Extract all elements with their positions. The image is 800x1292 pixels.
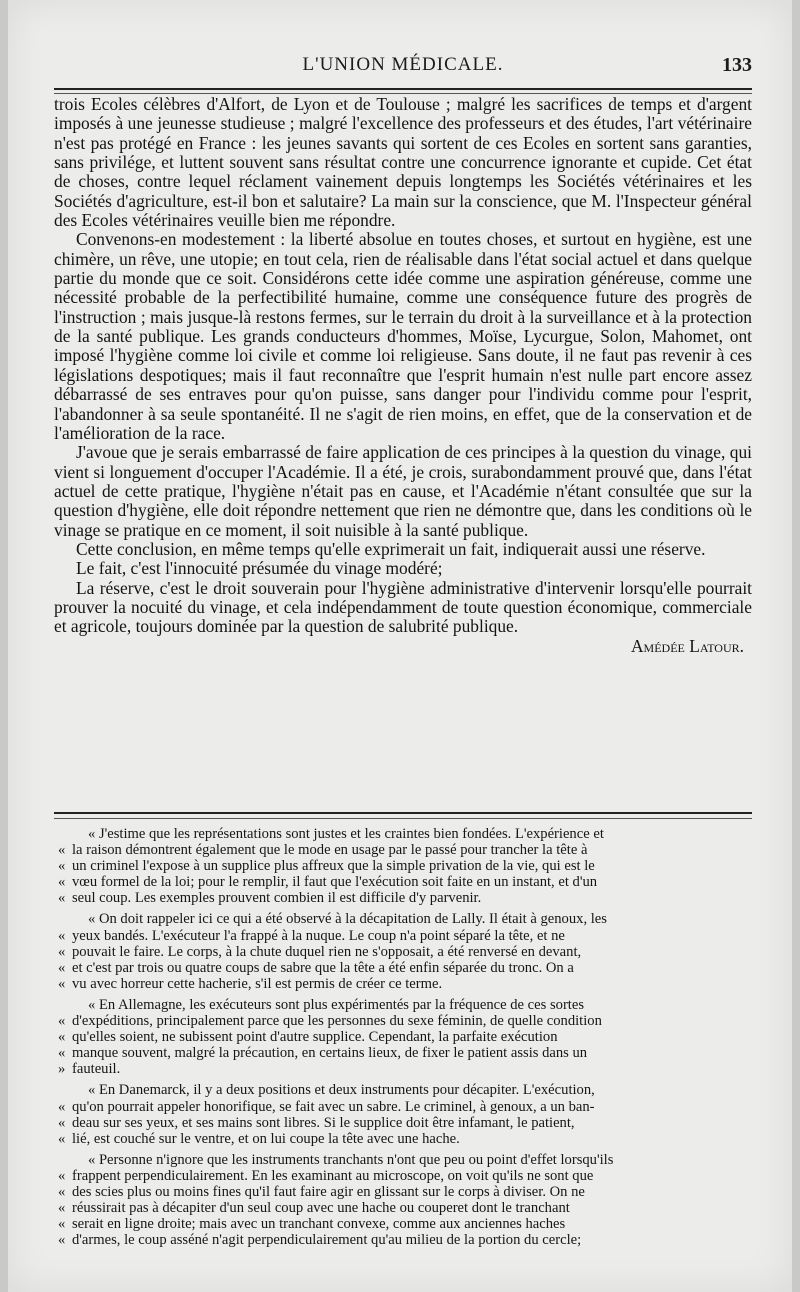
footnote-line: « d'expéditions, principalement parce que les personnes du sexe féminin, de quelle condition <box>58 1013 752 1029</box>
footnote-line: « J'estime que les représentations sont justes et les craintes bien fondées. L'expérience et <box>88 826 604 842</box>
paragraph: Cette conclusion, en même temps qu'elle exprimerait un fait, indiquerait aussi une réserve. <box>76 538 706 559</box>
page-number: 133 <box>722 54 752 76</box>
footnote-line: « lié, est couché sur le ventre, et on lui coupe la tête avec une hache. <box>58 1131 752 1147</box>
footnote-line: « la raison démontrent également que le mode en usage par le passé pour trancher la tête à <box>58 842 752 858</box>
footnote-rule <box>54 812 752 819</box>
footnote-line: « des scies plus ou moins fines qu'il faut faire agir en glissant sur le corps à diviser. On ne <box>58 1184 752 1200</box>
footnote-line: « Personne n'ignore que les instruments tranchants n'ont que peu ou point d'effet lorsqu'ils <box>88 1151 614 1168</box>
footnote-line: « frappent perpendiculairement. En les examinant au microscope, on voit qu'ils ne sont que <box>58 1168 752 1184</box>
footnotes <box>58 826 752 1253</box>
footnote-line: « serait en ligne droite; mais avec un tranchant convexe, comme aux anciennes haches <box>58 1216 752 1232</box>
paragraph: trois Ecoles célèbres d'Alfort, de Lyon et de Toulouse ; malgré les sacrifices de temps et d'argent imposés à une jeunesse studieuse ; malgré l'excellence des professeurs et des études, l'art vétérinaire n'est pas protégé en France : les jeunes savants qui sortent de ces Ecoles en sortent sans garanties, sans privilége, et luttent souvent sans résultat contre une concurrence ignorante et cupide. Cet état de choses, contre lequel réclament vainement depuis longtemps les Sociétés vétérinaires et les Sociétés d'agriculture, est-il bon et salutaire? La main sur la conscience, que M. l'Inspecteur général des Ecoles vétérinaires veuille bien me répondre. <box>54 94 752 231</box>
page-header <box>54 54 752 80</box>
footnote-line: « vu avec horreur cette hacherie, s'il est permis de créer ce terme. <box>58 976 752 992</box>
footnote-line: « réussirait pas à décapiter d'un seul coup avec une hache ou couperet dont le tranchant <box>58 1200 752 1216</box>
footnote-line: « En Allemagne, les exécuteurs sont plus expérimentés par la fréquence de ces sortes <box>88 996 585 1013</box>
running-title: L'UNION MÉDICALE. <box>302 54 504 75</box>
footnote-paragraph <box>58 1152 752 1249</box>
footnote-line: « deau sur ses yeux, et ses mains sont libres. Si le supplice doit être infamant, le patient, <box>58 1115 752 1131</box>
main-text <box>54 95 752 656</box>
footnote-line: « On doit rappeler ici ce qui a été observé à la décapitation de Lally. Il était à genoux, les <box>88 911 607 928</box>
footnote-line: » fauteuil. <box>58 1061 752 1077</box>
paragraph: La réserve, c'est le droit souverain pour l'hygiène administrative d'intervenir lorsqu'elle pourrait prouver la nocuité du vinage, et cela indépendamment de toute question économique, commerciale et agricole, toujours dominée par la question de salubrité publique. <box>54 577 752 637</box>
footnote-line: « un criminel l'expose à un supplice plus affreux que la simple privation de la vie, qui est le <box>58 858 752 874</box>
footnote-line: « vœu formel de la loi; pour le remplir, il faut que l'exécution soit faite en un instant, et d'un <box>58 874 752 890</box>
footnote-line: « yeux bandés. L'exécuteur l'a frappé à la nuque. Le coup n'a point séparé la tête, et ne <box>58 928 752 944</box>
author-signature: Amédée Latour. <box>631 635 744 656</box>
paragraph: Convenons-en modestement : la liberté absolue en toutes choses, et surtout en hygiène, est une chimère, un rêve, une utopie; en tout cela, rien de réalisable dans l'état social actuel et dans quelque partie du monde que ce soit. Considérons cette idée comme une aspiration généreuse, comme une nécessité probable de la perfectibilité humaine, comme une conséquence future des progrès de l'instruction ; mais jusque-là restons fermes, sur le terrain du droit à la surveillance et à la protection de la santé publique. Les grands conducteurs d'hommes, Moïse, Lycurgue, Solon, Mahomet, ont imposé l'hygiène comme loi civile et comme loi religieuse. Sans doute, il ne faut pas revenir à ces législations despotiques; mais il faut reconnaître que l'esprit humain n'est nulle part encore assez débarrassé de ses entraves pour qu'on puisse, sans danger pour l'individu comme pour l'esprit, l'abandonner à sa seule spontanéité. Il ne s'agit de rien moins, en effet, que de la conservation et de l'amélioration de la race. <box>54 229 752 443</box>
footnote-paragraph <box>58 1082 752 1146</box>
footnote-paragraph <box>58 997 752 1077</box>
footnote-line: « En Danemarck, il y a deux positions et deux instruments pour décapiter. L'exécution, <box>88 1082 595 1099</box>
footnote-line: « seul coup. Les exemples prouvent combien il est difficile d'y parvenir. <box>58 890 752 906</box>
book-page <box>8 0 792 1292</box>
paragraph: Le fait, c'est l'innocuité présumée du vinage modéré; <box>76 558 443 579</box>
paragraph: J'avoue que je serais embarrassé de faire application de ces principes à la question du vinage, qui vient si longuement d'occuper l'Académie. Il a été, je crois, surabondamment prouvé que, dans l'état actuel de cette pratique, l'hygiène n'était pas en cause, et l'Académie n'étant consultée que sur la question d'hygiène, elle doit répondre nettement que rien ne démontre que, dans les conditions où le vinage se pratique en ce moment, il soit nuisible à la santé publique. <box>54 442 752 540</box>
footnote-line: « pouvait le faire. Le corps, à la chute duquel rien ne s'opposait, a été renversé en devant, <box>58 944 752 960</box>
footnote-paragraph <box>58 826 752 906</box>
footnote-paragraph <box>58 911 752 991</box>
footnote-line: « d'armes, le coup asséné n'agit perpendiculairement qu'au milieu de la portion du cercle; <box>58 1232 752 1248</box>
footnote-line: « manque souvent, malgré la précaution, en certains lieux, de fixer le patient assis dans un <box>58 1045 752 1061</box>
footnote-line: « qu'on pourrait appeler honorifique, se fait avec un sabre. Le criminel, à genoux, a un ban- <box>58 1099 752 1115</box>
footnote-line: « qu'elles soient, ne subissent point d'autre supplice. Cependant, la parfaite exécution <box>58 1029 752 1045</box>
footnote-line: « et c'est par trois ou quatre coups de sabre que la tête a été enfin séparée du tronc. On a <box>58 960 752 976</box>
